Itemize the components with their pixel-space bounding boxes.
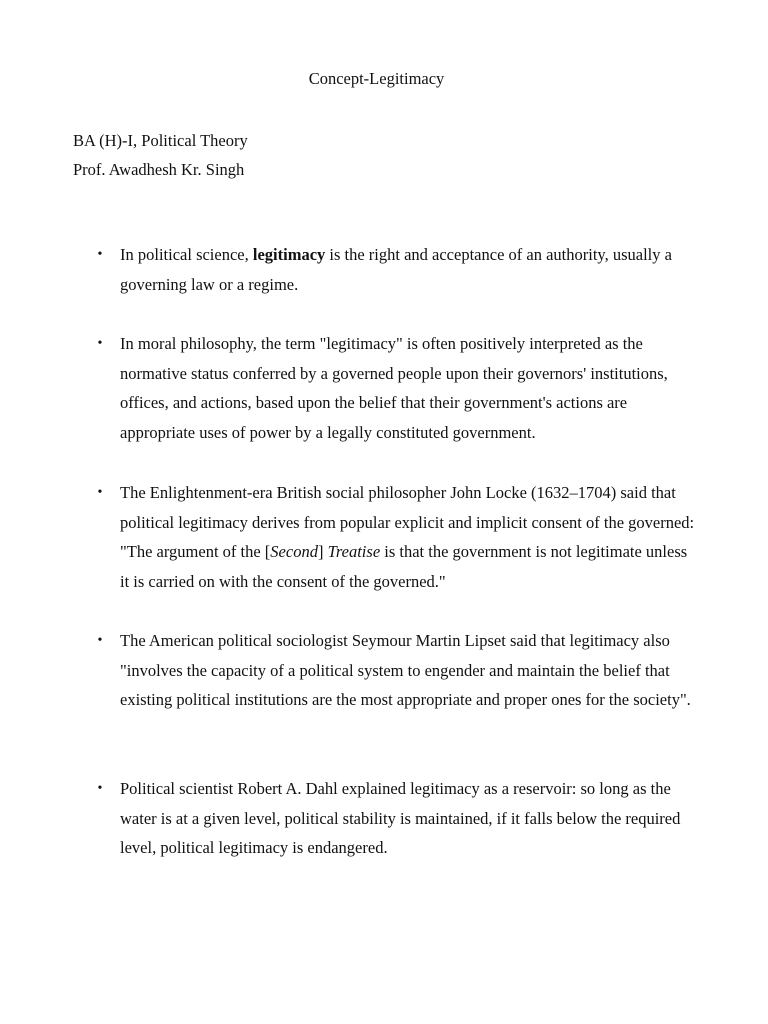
list-item-text: In political science, legitimacy is the right and acceptance of an authority, usually a governing law or a regime. [120,245,672,294]
list-item-text: The American political sociologist Seymour Martin Lipset said that legitimacy also "involves the capacity of a political system to engender and maintain the belief that existing political institutions are the most appropriate and proper ones for the society". [120,631,691,710]
italic-treatise: Treatise [327,542,381,562]
bullet-icon: • [97,485,103,500]
bullet-icon: • [97,781,103,796]
course-line: BA (H)-I, Political Theory [73,131,248,150]
author-line: Prof. Awadhesh Kr. Singh [73,160,245,179]
italic-second: Second [270,542,318,562]
document-header [73,126,248,184]
bullet-icon: • [97,247,103,262]
bullet-icon: • [97,336,103,351]
document-title: Concept-Legitimacy [308,69,445,88]
bullet-icon: • [97,633,103,648]
list-item-text: In moral philosophy, the term "legitimacy" is often positively interpreted as the normative status conferred by a governed people upon their governors' institutions, offices, and actions, based upon the belief that their government's actions are appropriate uses of power by a legally constituted government. [120,334,668,442]
list-item-text: Political scientist Robert A. Dahl explained legitimacy as a reservoir: so long as the water is at a given level, political stability is maintained, if it falls below the required level, political legitimacy is endangered. [120,779,681,858]
list-item-text: The Enlightenment-era British social philosopher John Locke (1632–1704) said that political legitimacy derives from popular explicit and implicit consent of the governed: "The argument of the [Second] Treatise is that the government is not legitimate unless it is carried on with the consent of the governed." [120,483,695,591]
bold-term: legitimacy [252,245,326,264]
